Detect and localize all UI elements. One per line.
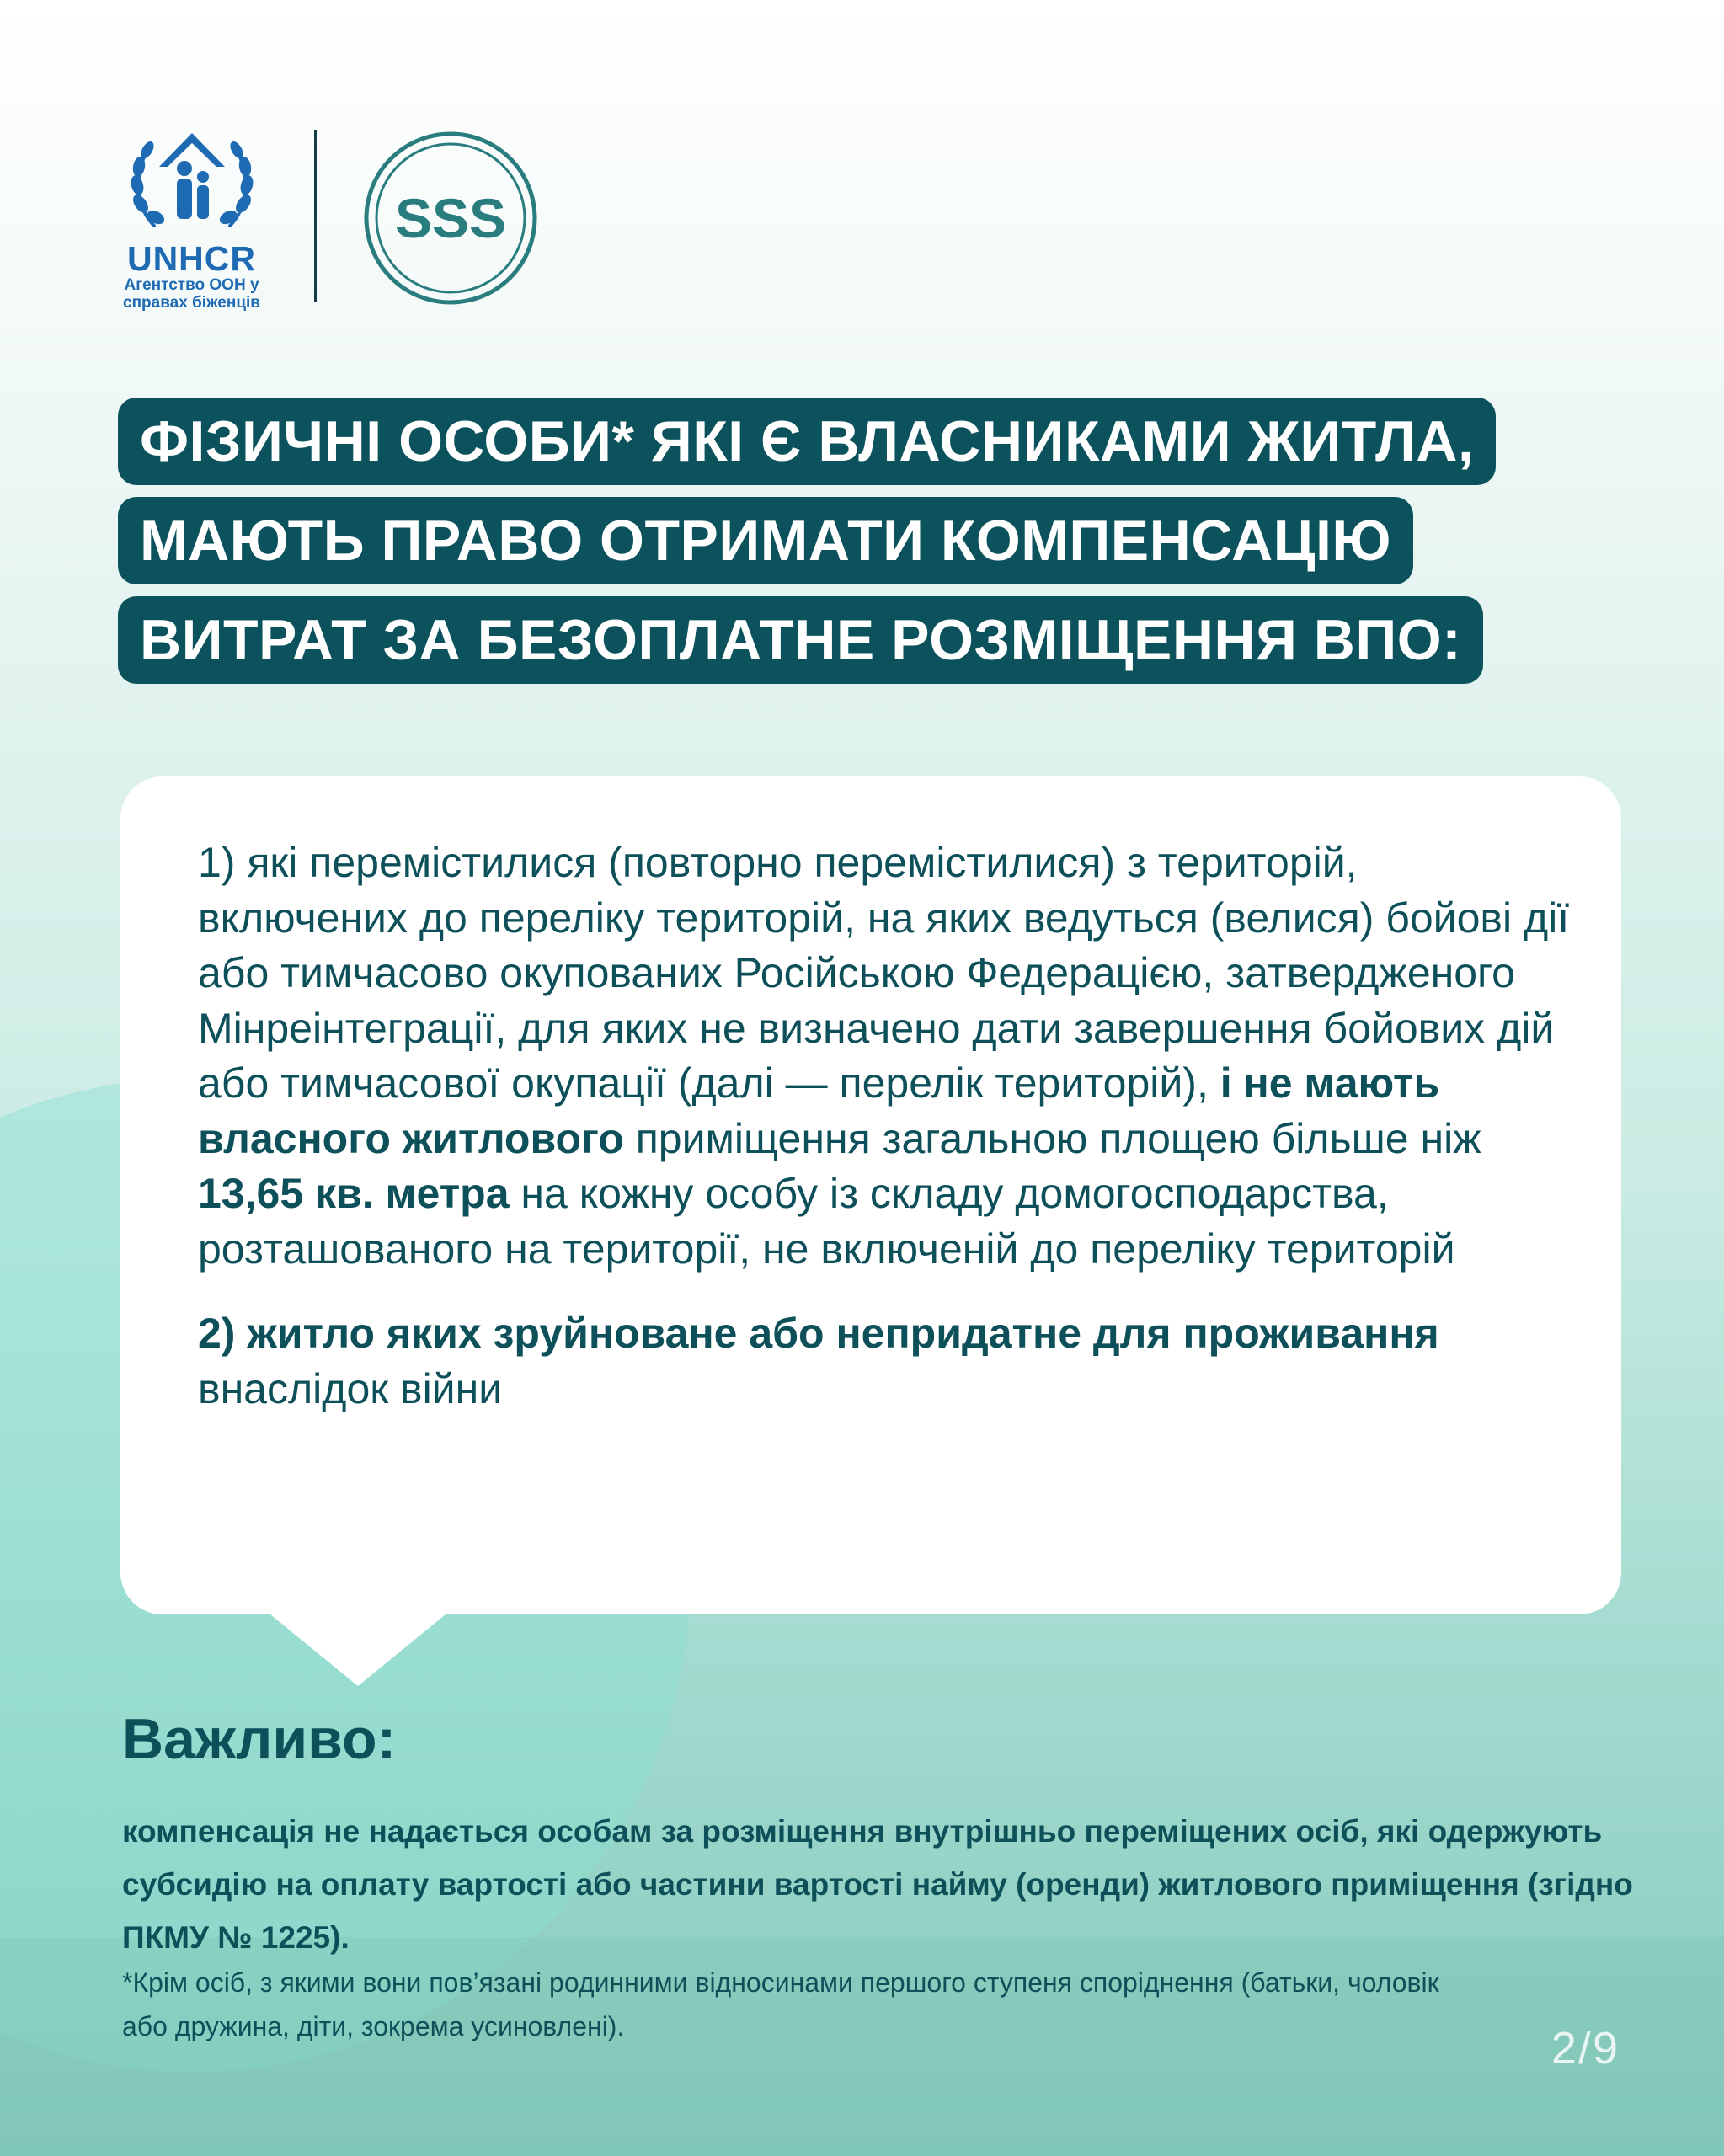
eligibility-item-2 [198,1306,1571,1417]
logo-bar [118,126,556,312]
eligibility-item-1 [198,835,1571,1277]
page-indicator: 2/9 [1551,2023,1620,2073]
sss-logo [362,130,539,307]
footnote: *Крім осіб, з якими вони пов’язані родинними відносинами першого ступеня споріднення (батьки, чоловік або дружина, діти, зокрема усиновлені). [122,1967,1439,2041]
important-title: Важливо: [122,1707,397,1771]
eligibility-card [120,776,1621,1614]
item1-text-part1: 1) які перемістилися (повторно перемістилися) з територій, включених до переліку територій, на яких ведуться (велися) бойові дії або тимчасово окупованих Російською Федерацією, затвердженого Мінреінтеграції, для яких не визначено дати завершення бойових дій або тимчасової окупації (далі — перелік територій), [198,839,1570,1107]
item1-bold-area: 13,65 кв. метра [198,1170,510,1217]
item1-text-part3: на кожну особу із складу домогосподарства, розташованого на території, не включеній до переліку територій [198,1170,1455,1273]
unhcr-logo [118,126,265,312]
headline-line-2: МАЮТЬ ПРАВО ОТРИМАТИ КОМПЕНСАЦІЮ [118,497,1413,584]
headline [118,398,1496,696]
unhcr-subtitle-line1: Агентство ООН у [124,276,259,294]
speech-bubble-tail [265,1610,451,1686]
headline-line-1: ФІЗИЧНІ ОСОБИ* ЯКІ Є ВЛАСНИКАМИ ЖИТЛА, [118,398,1496,485]
item1-text-part2: приміщення загальною площею більше ніж [623,1114,1481,1162]
item1-bold-part1: і не мають власного житлового [198,1059,1440,1162]
item2-bold: 2) житло яких зруйноване або непридатне для проживання [198,1310,1439,1357]
unhcr-subtitle-line2: справах біженців [123,294,260,312]
item2-rest: внаслідок війни [198,1364,503,1412]
headline-line-3: ВИТРАТ ЗА БЕЗОПЛАТНЕ РОЗМІЩЕННЯ ВПО: [118,596,1483,684]
unhcr-emblem-icon [129,126,255,236]
logo-divider [314,130,317,302]
unhcr-wordmark: UNHCR [126,239,257,278]
sss-logo-text: SSS [394,187,507,249]
important-text: компенсація не надається особам за розміщення внутрішньо переміщених осіб, які одержують субсидію на оплату вартості або частини вартості найму (оренди) житлового приміщення (згідно ПКМУ № 1225). [122,1814,1633,1955]
